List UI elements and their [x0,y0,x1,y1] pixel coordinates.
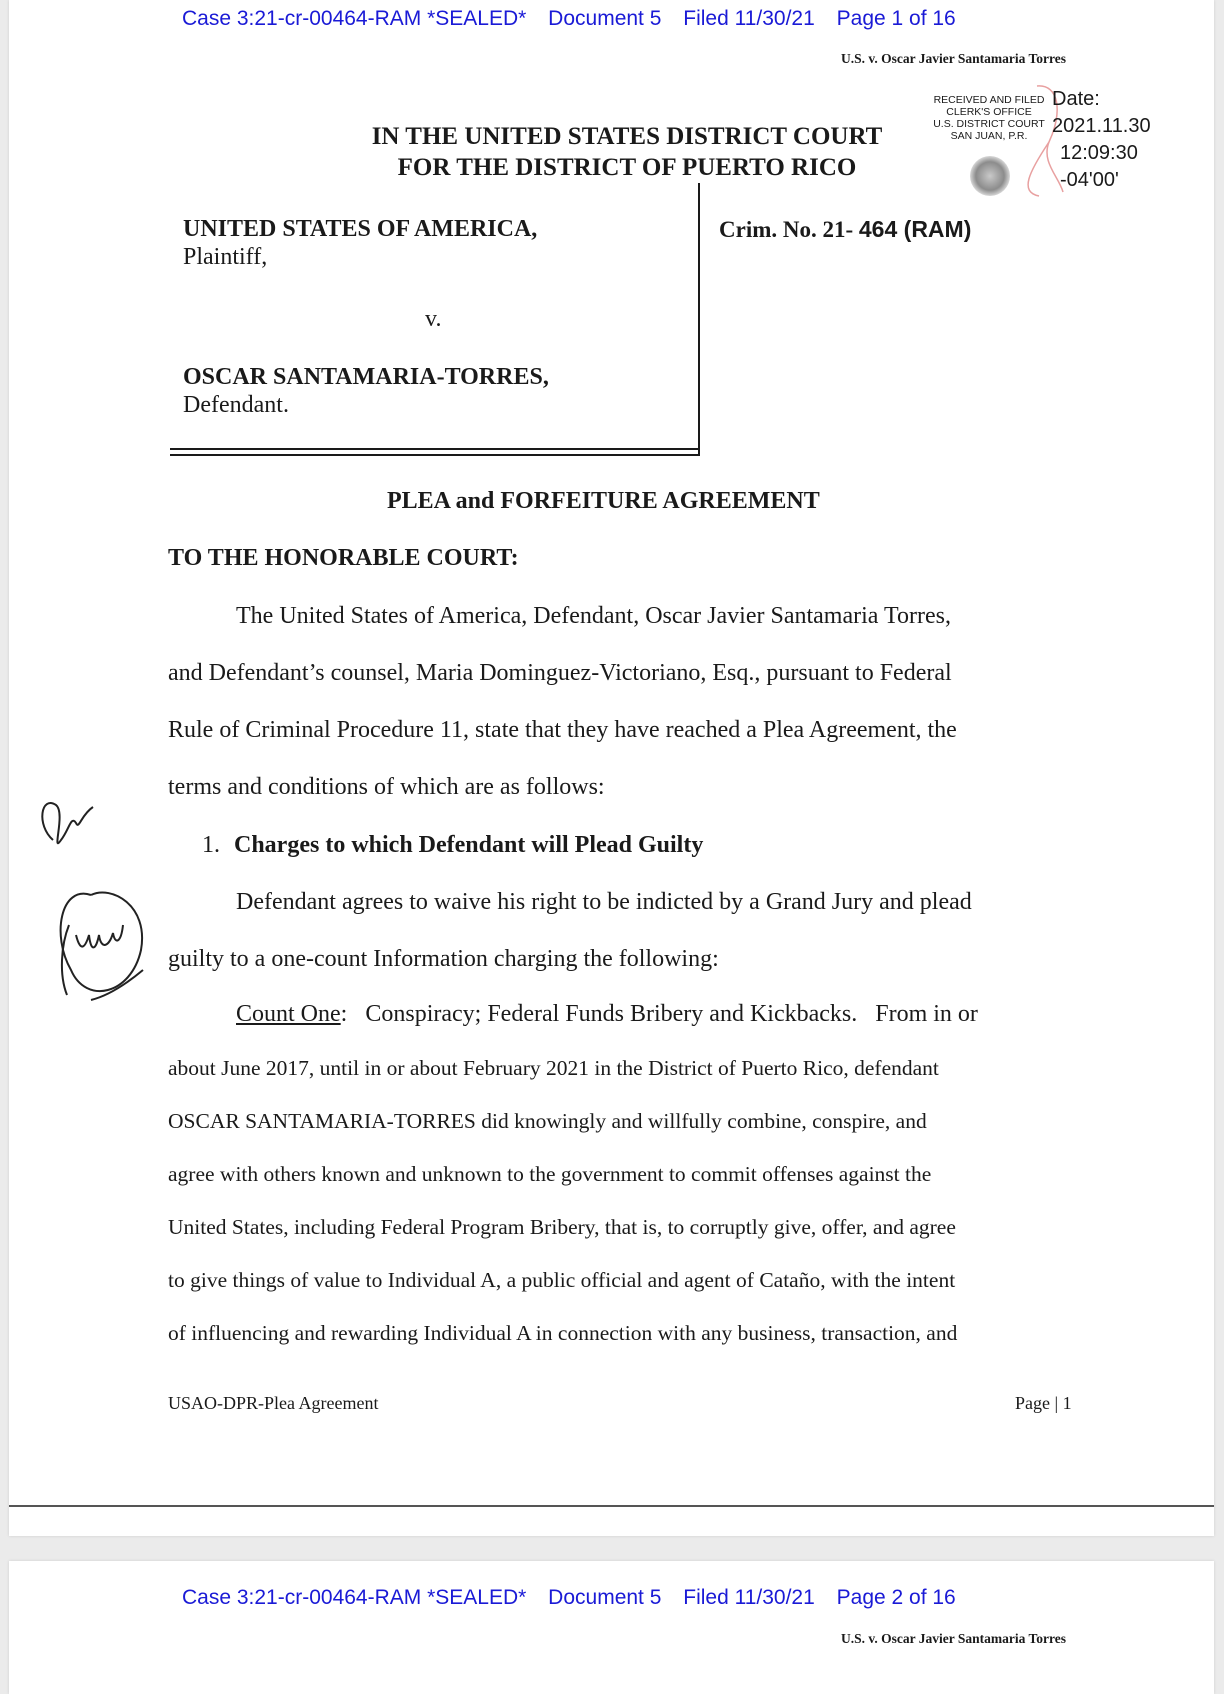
digital-signature-date [1052,86,1151,194]
case-number: Case 3:21-cr-00464-RAM *SEALED* [182,1586,527,1609]
count-one-description: : Conspiracy; Federal Funds Bribery and Kickbacks. From in or [340,1001,978,1027]
signature-timezone: -04'00' [1060,169,1119,191]
page-count: Page 1 of 16 [836,7,956,30]
salutation: TO THE HONORABLE COURT: [168,545,519,571]
received-stamp-line: CLERK'S OFFICE [946,106,1032,118]
intro-line: The United States of America, Defendant, Oscar Javier Santamaria Torres, [236,603,951,629]
criminal-number [719,216,971,243]
signature-date-label: Date: [1052,88,1100,110]
received-stamp-line: RECEIVED AND FILED [933,94,1045,106]
plaintiff-role: Plaintiff, [183,244,268,270]
intro-line: terms and conditions of which are as follows: [168,774,605,800]
footer-left: USAO-DPR-Plea Agreement [168,1393,379,1413]
count-one-line: about June 2017, until in or about February 2021 in the District of Puerto Rico, defendant [168,1056,939,1080]
caption-divider-horizontal [170,448,700,450]
intro-line: and Defendant’s counsel, Maria Dominguez-Victoriano, Esq., pursuant to Federal [168,660,952,686]
waiver-line: Defendant agrees to waive his right to be indicted by a Grand Jury and plead [236,889,972,915]
case-number: Case 3:21-cr-00464-RAM *SEALED* [182,7,527,30]
court-seal-icon [970,156,1010,196]
defendant-role: Defendant. [183,392,289,418]
count-one-line: agree with others known and unknown to the government to commit offenses against the [168,1162,932,1186]
court-title-line-1: IN THE UNITED STATES DISTRICT COURT [371,123,883,150]
page-count: Page 2 of 16 [836,1586,956,1609]
running-header: U.S. v. Oscar Javier Santamaria Torres [841,1631,1067,1646]
filed-date: Filed 11/30/21 [683,1586,815,1609]
document-number: Document 5 [548,7,662,30]
count-one-line: of influencing and rewarding Individual A in connection with any business, transaction, and [168,1321,958,1345]
filing-stamp [182,1586,956,1610]
crim-no-label: Crim. No. 21- [719,217,854,242]
footer-page-number: Page | 1 [1015,1393,1072,1413]
intro-line: Rule of Criminal Procedure 11, state that they have reached a Plea Agreement, the [168,717,957,743]
section-heading [202,832,703,859]
versus: v. [425,306,442,332]
received-stamp-line: SAN JUAN, P.R. [950,130,1028,142]
count-one-line: United States, including Federal Program Bribery, that is, to corruptly give, offer, and agree [168,1215,956,1239]
handwritten-initials-icon [31,795,146,1020]
signature-time: 12:09:30 [1060,142,1138,164]
section-number: 1. [202,832,220,858]
plaintiff-name: UNITED STATES OF AMERICA, [183,216,538,242]
running-header: U.S. v. Oscar Javier Santamaria Torres [841,51,1067,66]
signature-date: 2021.11.30 [1052,115,1151,137]
defendant-name: OSCAR SANTAMARIA-TORRES, [183,364,549,390]
crim-no-value: 464 (RAM) [858,216,972,242]
document-number: Document 5 [548,1586,662,1609]
document-page-1 [9,0,1214,1536]
waiver-line: guilty to a one-count Information charging the following: [168,946,719,972]
filed-date: Filed 11/30/21 [683,7,815,30]
count-one-line [236,1001,978,1028]
court-title [342,121,912,183]
caption-divider-horizontal [170,454,700,456]
section-title: Charges to which Defendant will Plead Guilty [234,832,704,858]
filing-stamp [182,7,956,31]
count-one-line: OSCAR SANTAMARIA-TORRES did knowingly and willfully combine, conspire, and [168,1109,927,1133]
count-one-line: to give things of value to Individual A, a public official and agent of Cataño, with the intent [168,1268,956,1292]
agreement-title: PLEA and FORFEITURE AGREEMENT [387,488,820,514]
caption-divider-vertical [698,183,700,455]
document-page-2 [9,1561,1214,1694]
page-bottom-rule [9,1505,1214,1507]
count-one-label: Count One [236,1001,341,1027]
received-stamp-line: U.S. DISTRICT COURT [933,118,1045,130]
court-title-line-2: FOR THE DISTRICT OF PUERTO RICO [397,154,857,181]
